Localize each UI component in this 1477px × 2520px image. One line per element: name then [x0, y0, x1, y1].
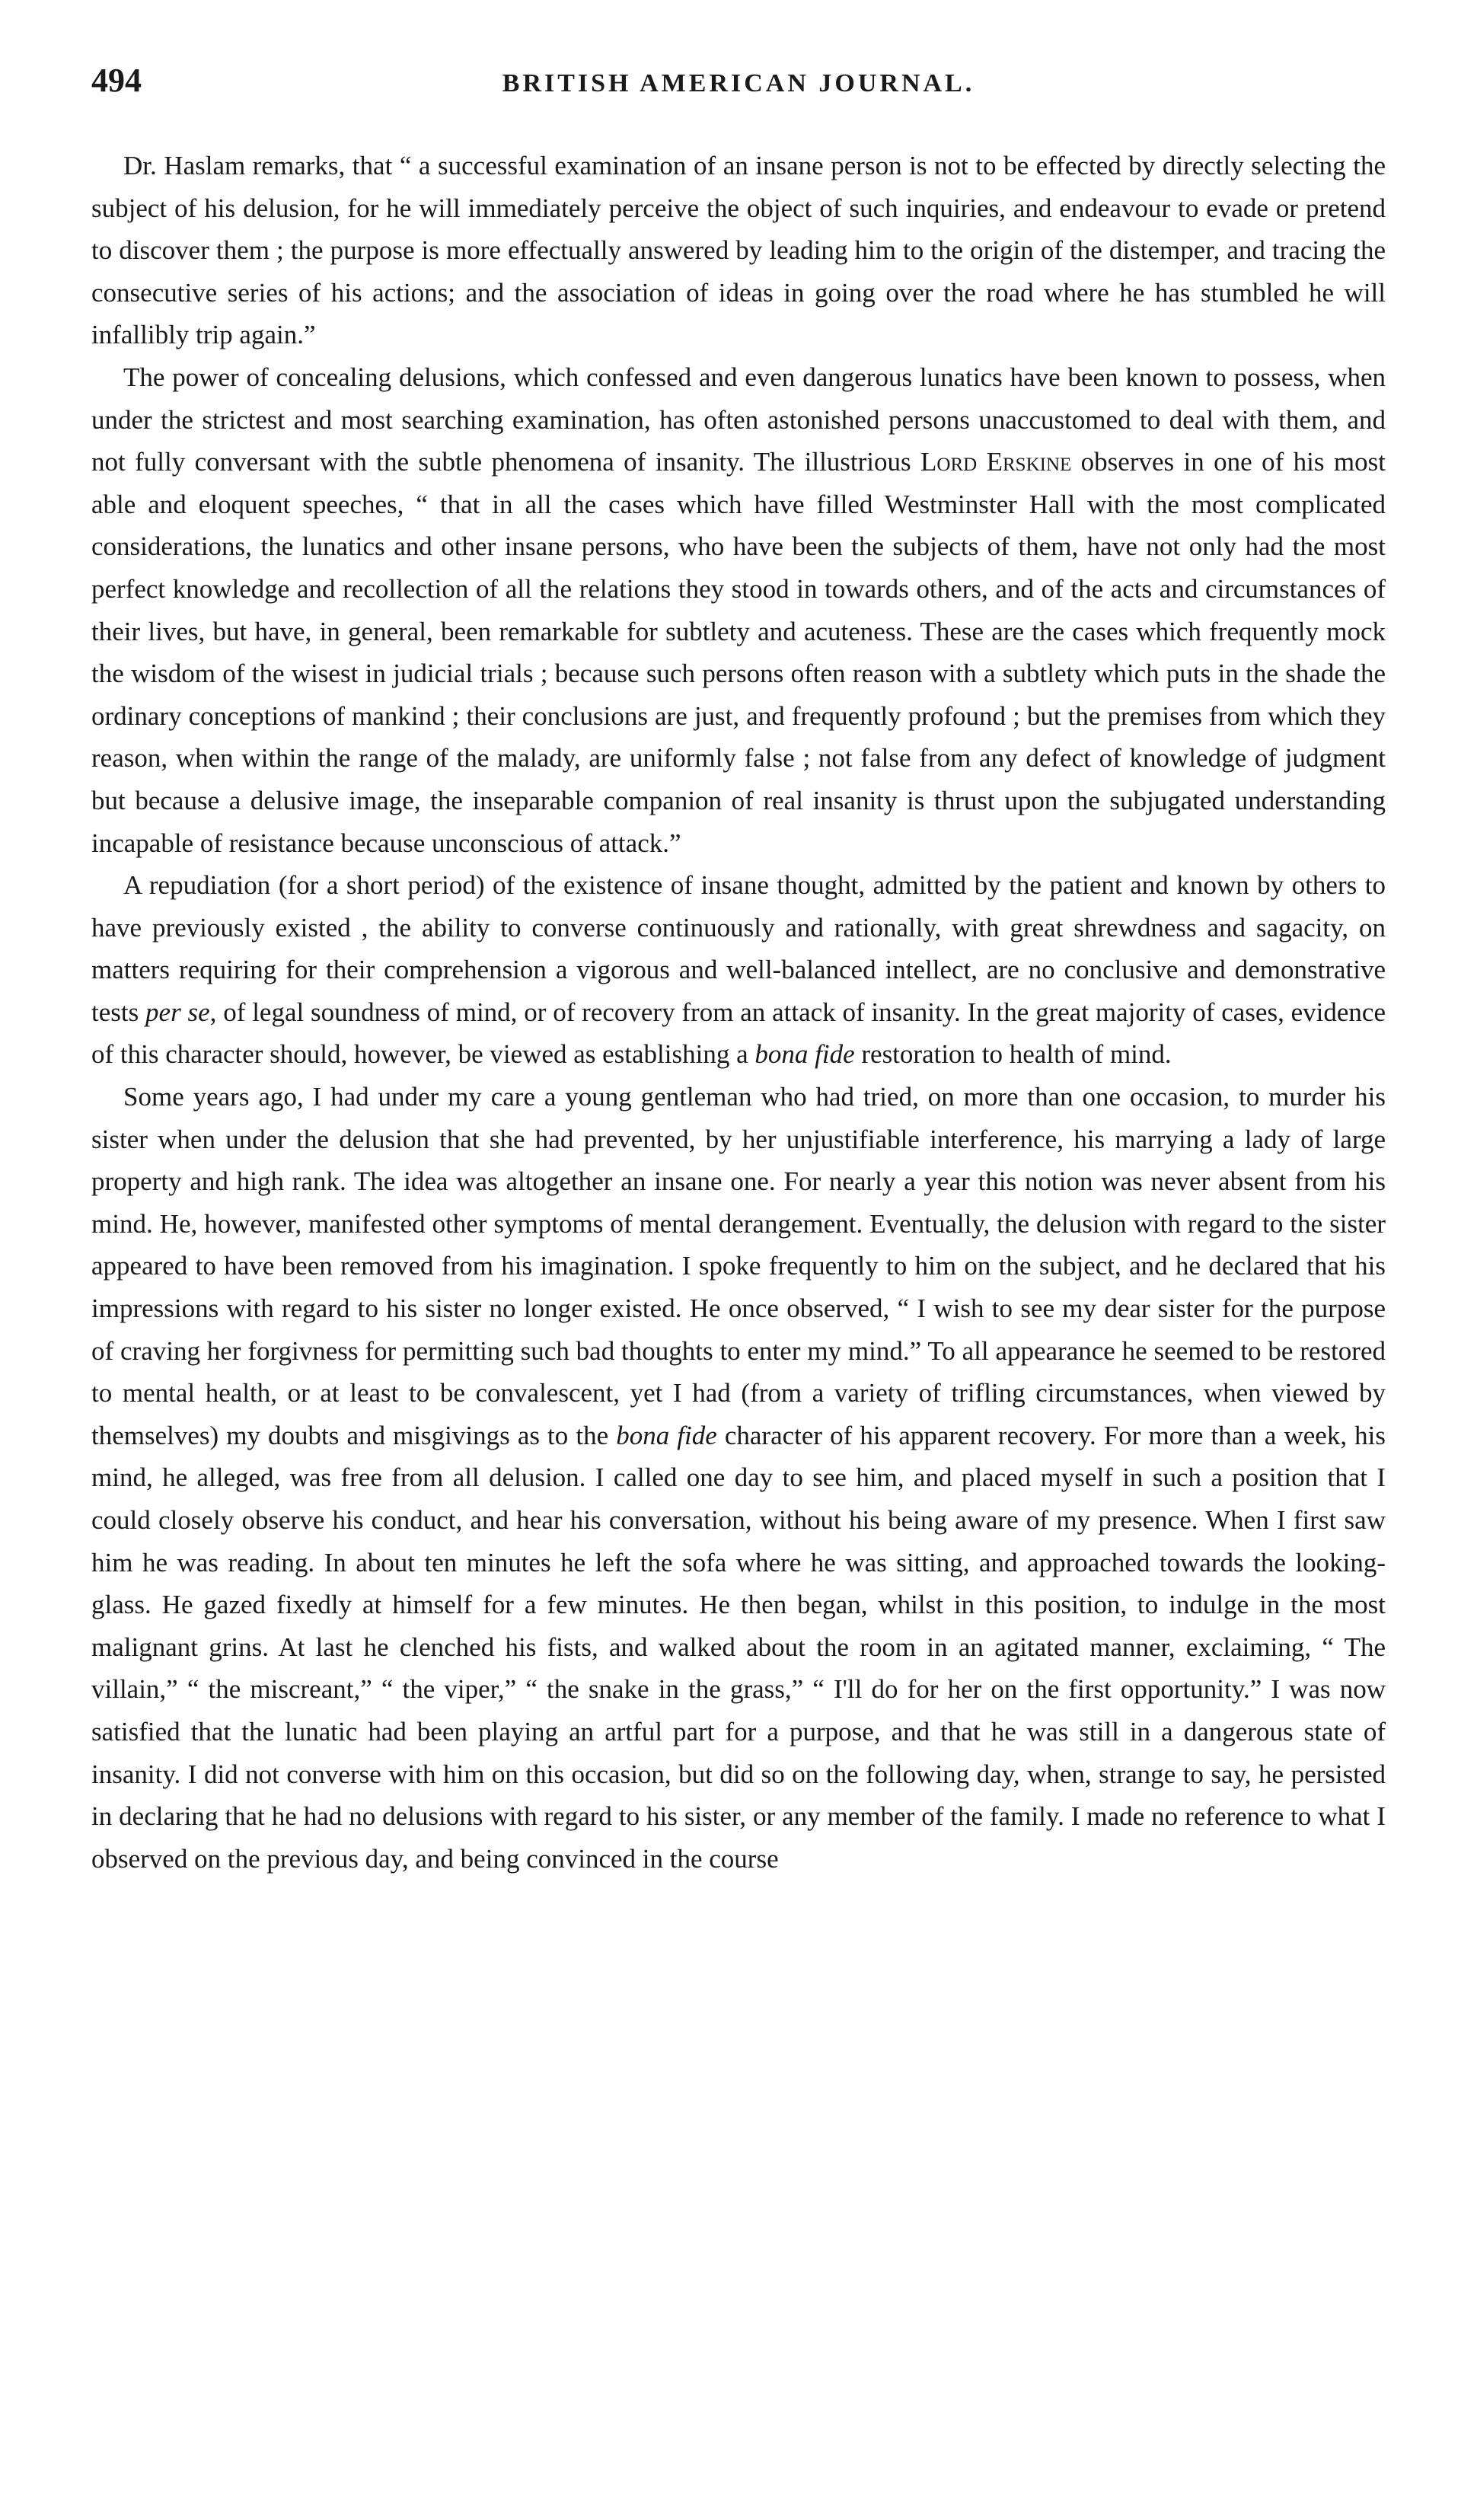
paragraph-text: observes in one of his most able and eloquent speeches, “ that in all the cases which have filled Westminster Hall with the most complicated considerations, the lunatics and other insane persons, who have been the subjects of them, have not only had the most perfect knowledge and recollection of all the relations they stood in towards others, and of the acts and circumstances of their lives, but have, in general, been remarkable for subtlety and acuteness. These are the cases which frequently mock the wisdom of the wisest in judicial trials ; because such persons often reason with a subtlety which puts in the shade the ordinary conceptions of mankind ; their conclusions are just, and frequently profound ; but the premises from which they reason, when within the range of the malady, are uniformly false ; not false from any defect of knowledge of judgment but because a delusive image, the inseparable companion of real insanity is thrust upon the subjugated understanding incapable of resistance because unconscious of attack.” [91, 447, 1386, 858]
paragraph-case-history [91, 1076, 1386, 1880]
paragraph-text: Dr. Haslam remarks, that “ a successful examination of an insane person is not to be effected by directly selecting the subject of his delusion, for he will immediately perceive the object of such inquiries, and endeavour to evade or pretend to discover them ; the purpose is more effectually answered by leading him to the origin of the distemper, and tracing the consecutive series of his actions; and the association of ideas in going over the road where he has stumbled he will infallibly trip again.” [91, 151, 1386, 350]
paragraph-text: restoration to health of mind. [854, 1039, 1172, 1070]
name-lord-erskine: Lord Erskine [920, 447, 1072, 477]
running-head: BRITISH AMERICAN JOURNAL. [502, 69, 975, 97]
paragraph-haslam [91, 145, 1386, 356]
paragraph-text: The power of concealing delusions, which confessed and even dangerous lunatics have been known to possess, when under the strictest and most searching examination, has often astonished persons unaccustomed to deal with them, and not fully conversant with the subtle phenomena of insanity. The illustrious [91, 362, 1386, 477]
paragraph-concealing-delusions [91, 356, 1386, 864]
paragraph-text: A repudiation (for a short period) of the existence of insane thought, admitted by the patient and known by others to have previously existed , the ability to converse continuously and rationally, with great shrewdness and sagacity, on matters requiring for their comprehension a vigorous and well-balanced intellect, are no conclusive and demonstrative tests [91, 870, 1386, 1027]
italic-term: bona fide [616, 1420, 717, 1450]
italic-term: bona fide [754, 1039, 855, 1070]
italic-term: per se [145, 997, 210, 1027]
paragraph-text: Some years ago, I had under my care a young gentleman who had tried, on more than one occasion, to murder his sister when under the delusion that she had prevented, by her unjustifiable interference, his marrying a lady of large property and high rank. The idea was altogether an insane one. For nearly a year this notion was never absent from his mind. He, however, manifested other symptoms of mental derangement. Eventually, the delusion with regard to the sister appeared to have been removed from his imagination. I spoke frequently to him on the subject, and he declared that his impressions with regard to his sister no longer existed. He once observed, “ I wish to see my dear sister for the purpose of craving her forgivness for permitting such bad thoughts to enter my mind.” To all appearance he seemed to be restored to mental health, or at least to be convalescent, yet I had (from a variety of trifling circumstances, when viewed by themselves) my doubts and misgivings as to the [91, 1082, 1386, 1450]
paragraph-text: , of legal soundness of mind, or of recovery from an attack of insanity. In the great majority of cases, evidence of this character should, however, be viewed as establishing a [91, 997, 1386, 1070]
paragraph-text: character of his apparent recovery. For more than a week, his mind, he alleged, was free from all delusion. I called one day to see him, and placed myself in such a position that I could closely observe his conduct, and hear his conversation, without his being aware of my presence. When I first saw him he was reading. In about ten minutes he left the sofa where he was sitting, and approached towards the looking-glass. He gazed fixedly at himself for a few minutes. He then began, whilst in this position, to indulge in the most malignant grins. At last he clenched his fists, and walked about the room in an agitated manner, exclaiming, “ The villain,” “ the miscreant,” “ the viper,” “ the snake in the grass,” “ I'll do for her on the first opportunity.” I was now satisfied that the lunatic had been playing an artful part for a purpose, and that he was still in a dangerous state of insanity. I did not converse with him on this occasion, but did so on the following day, when, strange to say, he persisted in declaring that he had no delusions with regard to his sister, or any member of the family. I made no reference to what I observed on the previous day, and being convinced in the course [91, 1420, 1386, 1874]
page-header [91, 61, 1386, 122]
article-body [91, 145, 1386, 1880]
paragraph-repudiation [91, 864, 1386, 1076]
page-number: 494 [91, 62, 142, 99]
